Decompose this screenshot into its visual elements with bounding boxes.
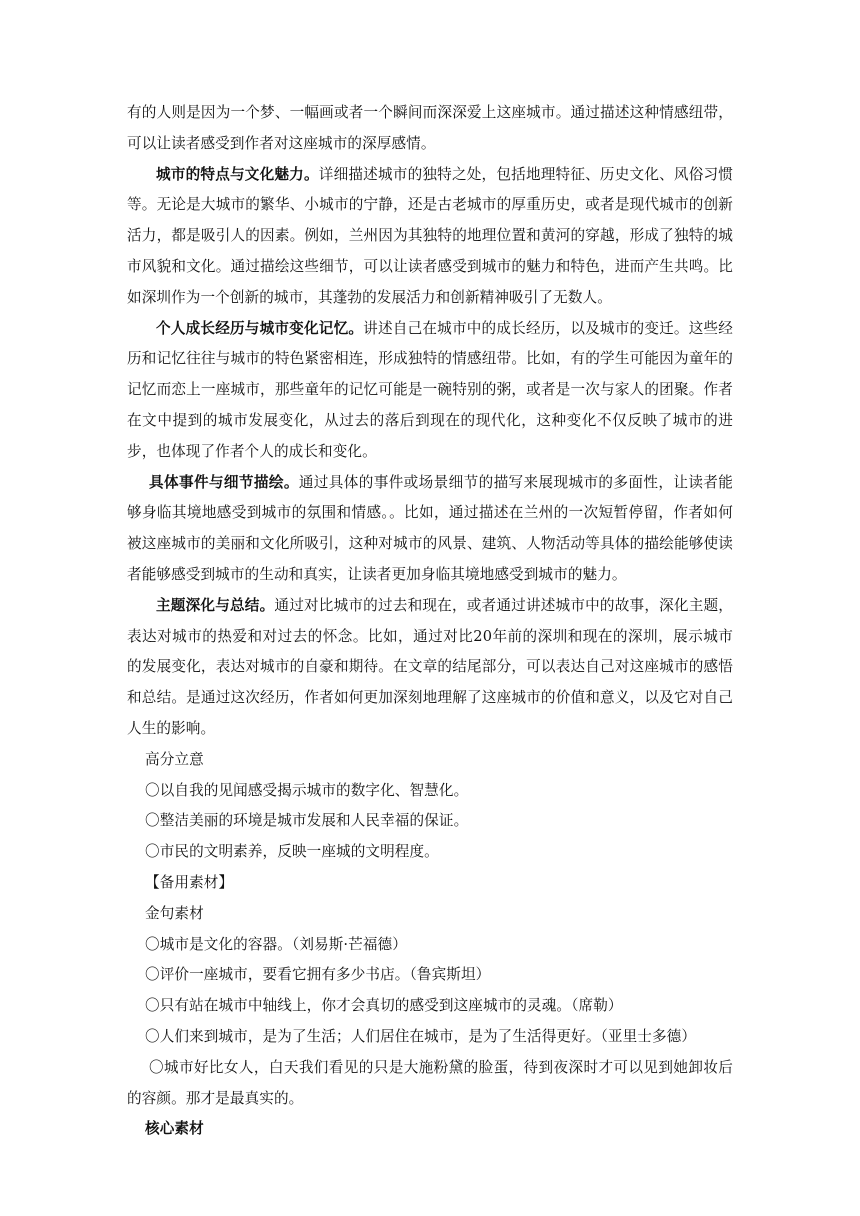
heading-events-details: 具体事件与细节描绘。 [149, 473, 299, 491]
heading-theme-summary: 主题深化与总结。 [156, 596, 275, 614]
paragraph-theme-summary [127, 591, 733, 745]
heading-city-features: 城市的特点与文化魅力。 [156, 165, 319, 183]
document-page [127, 98, 733, 1145]
high-score-item: 〇市民的文明素养，反映一座城的文明程度。 [145, 843, 439, 861]
heading-growth-memory: 个人成长经历与城市变化记忆。 [156, 319, 364, 337]
quote-item: 〇评价一座城市，要看它拥有多少书店。（鲁宾斯坦） [145, 966, 491, 984]
body-growth-memory: 讲述自己在城市中的成长经历，以及城市的变迁。这些经历和记忆往往与城市的特色紧密相连，形成独特的情感纽带。比如，有的学生可能因为童年的记忆而恋上一座城市，那些童年的记忆可能是一碗特别的粥，或者是一次与家人的团聚。作者在文中提到的城市发展变化，从过去的落后到现在的现代化，这种变化不仅反映了城市的进步，也体现了作者个人的成长和变化。 [127, 319, 733, 460]
body-city-features: 详细描述城市的独特之处，包括地理特征、历史文化、风俗习惯等。无论是大城市的繁华、小城市的宁静，还是古老城市的厚重历史，或者是现代城市的创新活力，都是吸引人的因素。例如，兰州因为其独特的地理位置和黄河的穿越，形成了独特的城市风貌和文化。通过描绘这些细节，可以让读者感受到城市的魅力和特色，进而产生共鸣。比如深圳作为一个创新的城市，其蓬勃的发展活力和创新精神吸引了无数人。 [127, 165, 733, 306]
paragraph-intro: 有的人则是因为一个梦、一幅画或者一个瞬间而深深爱上这座城市。通过描述这种情感纽带，可以让读者感受到作者对这座城市的深厚感情。 [127, 104, 733, 152]
paragraph-growth-memory [127, 314, 733, 468]
quote-item: 〇城市好比女人，白天我们看见的只是大施粉黛的脸蛋，待到夜深时才可以见到她卸妆后的容颜。那才是最真实的。 [127, 1058, 733, 1107]
backup-material-label: 【备用素材】 [145, 873, 234, 891]
quote-item: 〇城市是文化的容器。（刘易斯·芒福德） [145, 935, 407, 953]
core-material-label: 核心素材 [145, 1120, 204, 1138]
quotes-label: 金句素材 [145, 904, 204, 922]
high-score-label: 高分立意 [145, 750, 204, 768]
paragraph-events-details [127, 468, 733, 591]
quote-item: 〇只有站在城市中轴线上，你才会真切的感受到这座城市的灵魂。（席勒） [145, 997, 623, 1015]
body-theme-summary: 通过对比城市的过去和现在，或者通过讲述城市中的故事，深化主题，表达对城市的热爱和对过去的怀念。比如，通过对比20年前的深圳和现在的深圳，展示城市的发展变化，表达对城市的自豪和期待。在文章的结尾部分，可以表达自己对这座城市的感悟和总结。是通过这次经历，作者如何更加深刻地理解了这座城市的价值和意义，以及它对自己人生的影响。 [127, 596, 733, 737]
high-score-item: 〇整洁美丽的环境是城市发展和人民幸福的保证。 [145, 812, 469, 830]
quote-item: 〇人们来到城市，是为了生活；人们居住在城市，是为了生活得更好。（亚里士多德） [145, 1027, 697, 1045]
paragraph-city-features [127, 160, 733, 314]
high-score-item: 〇以自我的见闻感受揭示城市的数字化、智慧化。 [145, 781, 469, 799]
body-events-details: 通过具体的事件或场景细节的描写来展现城市的多面性，让读者能够身临其境地感受到城市的氛围和情感。。比如，通过描述在兰州的一次短暂停留，作者如何被这座城市的美丽和文化所吸引，这种对城市的风景、建筑、人物活动等具体的描绘能够使读者能够感受到城市的生动和真实，让读者更加身临其境地感受到城市的魅力。 [127, 473, 733, 583]
